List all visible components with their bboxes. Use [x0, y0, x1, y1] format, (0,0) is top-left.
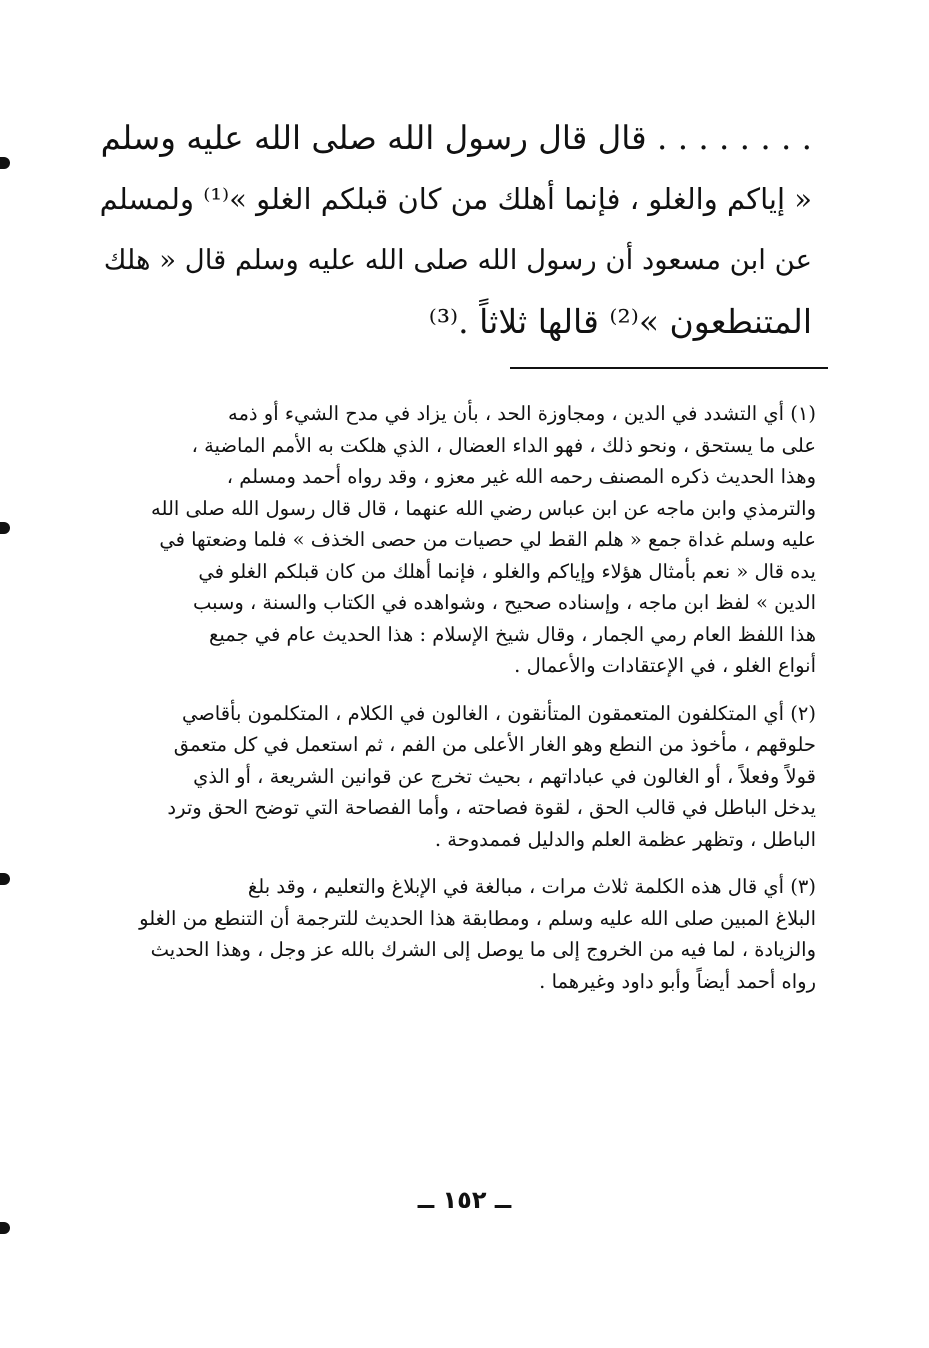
footnote-line: حلوقهم ، مأخوذ من النطع وهو الغار الأعلى من الفم ، ثم استعمل في كل متعمق: [173, 733, 816, 756]
scan-edge-mark: [0, 522, 10, 534]
footnote-3: [98, 871, 816, 997]
footnote-line: والترمذي وابن ماجه عن ابن عباس رضي الله عنهما ، قال قال رسول الله صلى الله: [151, 496, 816, 520]
footnote-line: الباطل ، وتظهر عظمة العلم والدليل فممدوحة .: [434, 827, 816, 851]
footnote-line: يده قال « نعم بأمثال هؤلاء وإياكم والغلو ، فإنما أهلك من كان قبلكم الغلو في: [198, 559, 816, 583]
main-text-line: « إياكم والغلو ، فإنما أهلك من كان قبلكم الغلو »⁽¹⁾ ولمسلم: [99, 182, 812, 216]
main-text-line: . . . . . . . . قال قال رسول الله صلى الله عليه وسلم: [100, 119, 812, 157]
footnote-line: على ما يستحق ، ونحو ذلك ، فهو الداء العضال ، الذي هلكت به الأمم الماضية ،: [191, 433, 816, 457]
footnote-2: [98, 698, 816, 856]
scan-edge-mark: [0, 873, 10, 885]
footnotes: [98, 398, 816, 1013]
footnote-line: (١) أي التشدد في الدين ، ومجاوزة الحد ، بأن يزاد في مدح الشيء أو ذمه: [228, 402, 816, 425]
footnote-line: الدين » لفظ ابن ماجه ، وإسناده صحيح ، وشواهده في الكتاب والسنة ، وسبب: [192, 591, 816, 614]
footnote-line: رواه أحمد أيضاً وأبو داود وغيرهما .: [539, 969, 816, 993]
footnote-line: (٣) أي قال هذه الكلمة ثلاث مرات ، مبالغة في الإبلاغ والتعليم ، وقد بلغ: [247, 875, 816, 898]
footnote-line: عليه وسلم غداة جمع « هلم القط لي حصيات من حصى الخذف » فلما وضعتها في: [159, 528, 816, 551]
footnote-divider: [510, 367, 828, 369]
scan-edge-mark: [0, 1222, 10, 1234]
main-text-line: المتنطعون »⁽²⁾ قالها ثلاثاً .⁽³⁾: [428, 302, 812, 341]
page-number: ــ ١٥٢ ــ: [417, 1186, 512, 1214]
footnote-line: (٢) أي المتكلفون المتعمقون المتأنقون ، الغالون في الكلام ، المتكلمون بأقاصي: [181, 701, 816, 725]
main-hadith-text: [96, 108, 812, 352]
footnote-line: وهذا الحديث ذكره المصنف رحمه الله غير معزو ، وقد رواه أحمد ومسلم ،: [226, 465, 816, 488]
footnote-line: هذا اللفظ العام رمي الجمار ، وقال شيخ الإسلام : هذا الحديث عام في جميع: [209, 622, 816, 646]
footnote-line: يدخل الباطل في قالب الحق ، لقوة فصاحته ، وأما الفصاحة التي توضح الحق وترد: [167, 796, 816, 819]
main-text-line: عن ابن مسعود أن رسول الله صلى الله عليه وسلم قال « هلك: [103, 244, 812, 276]
scan-edge-mark: [0, 157, 10, 169]
footnote-line: البلاغ المبين صلى الله عليه وسلم ، ومطابقة هذا الحديث للترجمة أن التنطع من الغلو: [139, 906, 816, 930]
footnote-1: [98, 398, 816, 682]
footnote-line: والزيادة ، لما فيه من الخروج إلى ما يوصل إلى الشرك بالله عز وجل ، وهذا الحديث: [150, 938, 816, 961]
footnote-line: أنواع الغلو ، في الإعتقادات والأعمال .: [514, 654, 816, 677]
footnote-line: قولاً وفعلاً ، أو الغالون في عباداتهم ، بحيث تخرج عن قوانين الشريعة ، أو الذي: [193, 764, 816, 788]
